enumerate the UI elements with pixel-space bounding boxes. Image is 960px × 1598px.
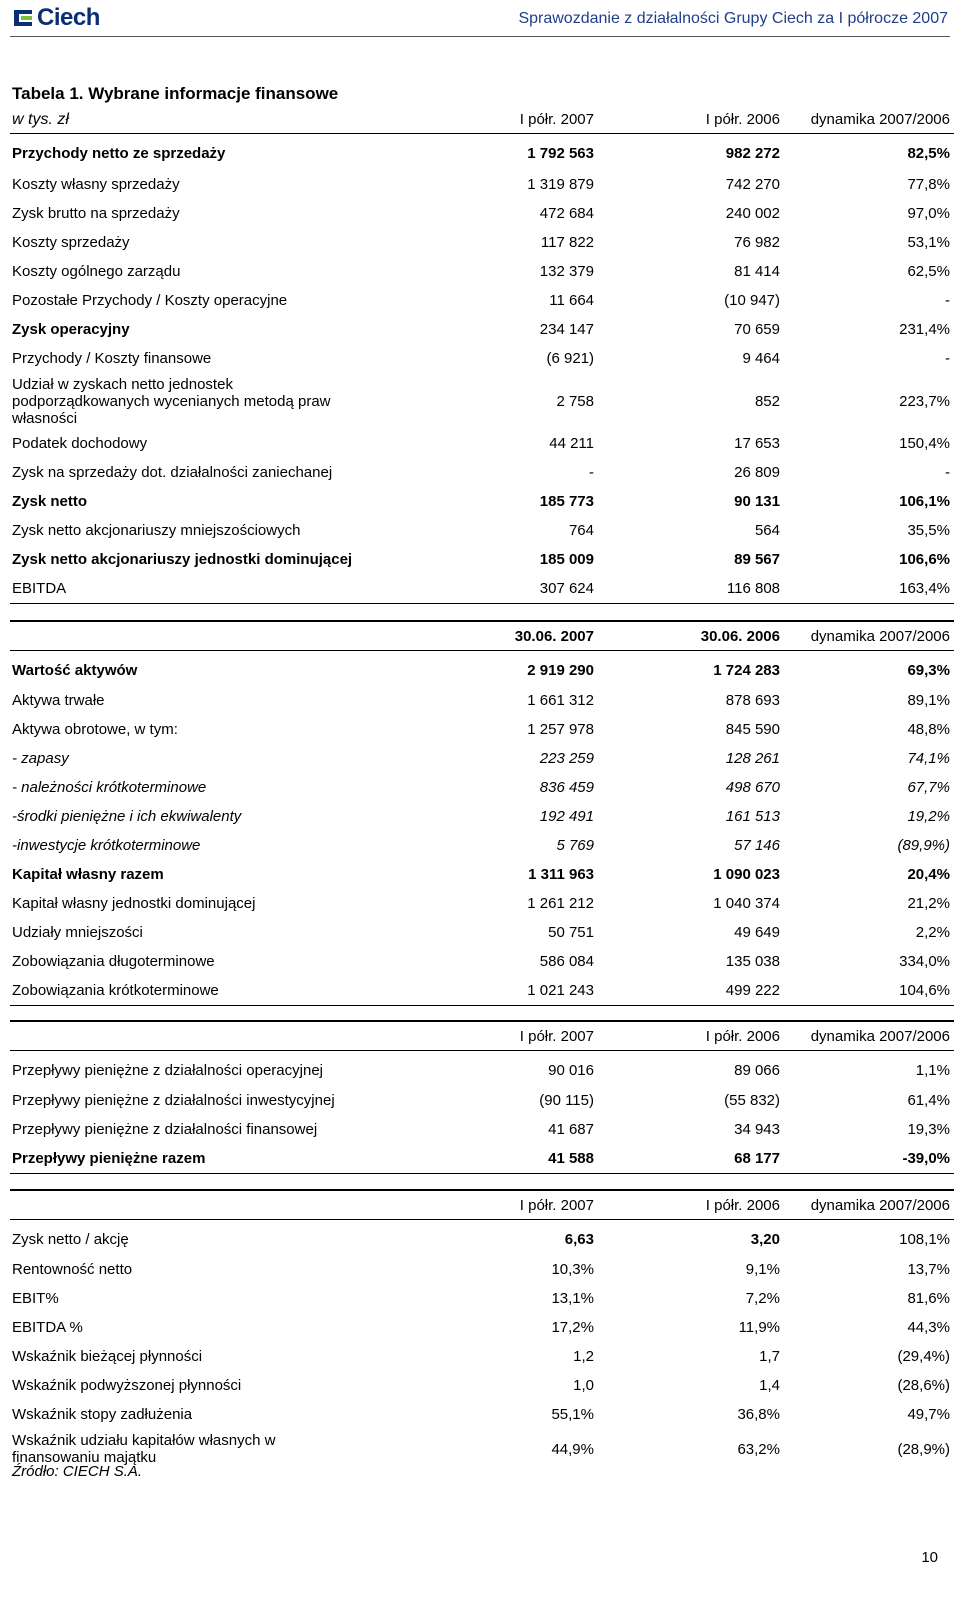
row-label: Kapitał własny jednostki dominującej (12, 895, 256, 912)
cell-value: 234 147 (539, 321, 594, 338)
column-header: dynamika 2007/2006 (784, 1191, 954, 1220)
row-label: Zobowiązania długoterminowe (12, 953, 215, 970)
cell-value: 1 319 879 (527, 176, 594, 193)
table-row (10, 286, 954, 315)
column-header: dynamika 2007/2006 (784, 1022, 954, 1051)
cell-value: 17,2% (551, 1319, 594, 1336)
cell-value: 81,6% (907, 1290, 950, 1307)
row-label: Przychody netto ze sprzedaży (12, 145, 226, 162)
row-label: Koszty własny sprzedaży (12, 176, 180, 193)
row-label: -środki pieniężne i ich ekwiwalenty (12, 808, 242, 825)
row-label: Koszty sprzedaży (12, 234, 130, 251)
cell-value: 185 009 (539, 551, 594, 568)
cell-value: 878 693 (725, 692, 780, 709)
table-row (10, 860, 954, 889)
cell-value: 11,9% (738, 1319, 780, 1336)
cell-value: 1 261 212 (527, 895, 594, 912)
row-label: Zysk brutto na sprzedaży (12, 205, 180, 222)
row-label: Zobowiązania krótkoterminowe (10, 976, 450, 1006)
table-row (10, 1115, 954, 1144)
table-row (10, 918, 954, 947)
table-row (10, 429, 954, 458)
cell-value: 13,1% (551, 1290, 594, 1307)
cell-value: 11 664 (549, 292, 594, 309)
cell-value: (55 832) (724, 1092, 780, 1109)
cell-value: 1 040 374 (713, 895, 780, 912)
header-divider (10, 36, 950, 37)
cell-value: 240 002 (725, 205, 780, 222)
cell-value: 1 724 283 (713, 661, 780, 679)
table-header-row (10, 1191, 954, 1220)
table-row (10, 1220, 954, 1256)
row-label: Wskaźnik podwyższonej płynności (12, 1377, 242, 1394)
row-label: Przepływy pieniężne razem (10, 1144, 450, 1174)
cell-value: 89,1% (907, 692, 950, 709)
cell-value: 150,4% (899, 435, 950, 452)
cell-value: (10 947) (724, 292, 780, 309)
cell-value: 44,3% (907, 1319, 950, 1336)
cell-value: 163,4% (784, 574, 954, 604)
cell-value: 48,8% (907, 721, 950, 738)
cell-value: 63,2% (737, 1440, 780, 1458)
table-caption: Tabela 1. Wybrane informacje finansowe (12, 84, 339, 103)
cell-value: 334,0% (899, 953, 950, 970)
cell-value: 13,7% (907, 1261, 950, 1278)
row-label: Podatek dochodowy (12, 435, 148, 452)
row-label: Aktywa trwałe (12, 692, 105, 709)
row-label: EBIT% (12, 1290, 59, 1307)
logo (12, 6, 100, 30)
cell-value: 1 792 563 (527, 145, 594, 162)
cell-value: 982 272 (725, 145, 780, 162)
table-row (10, 1255, 954, 1284)
column-header: I półr. 2007 (450, 1022, 598, 1051)
table-row (10, 889, 954, 918)
cell-value: 49 649 (734, 924, 780, 941)
cell-value: (28,6%) (897, 1377, 950, 1394)
column-header: 30.06. 2007 (450, 622, 598, 651)
table-row (10, 1144, 954, 1174)
cell-value: 106,1% (899, 493, 950, 510)
row-label: Udziały mniejszości (12, 924, 143, 941)
cell-value: 135 038 (725, 953, 780, 970)
cell-value: 67,7% (907, 779, 950, 796)
cell-value: 117 822 (540, 234, 594, 251)
cell-value: 108,1% (899, 1230, 950, 1248)
cell-value: 20,4% (907, 866, 950, 883)
row-label: EBITDA (10, 574, 450, 604)
cell-value: 161 513 (725, 808, 780, 825)
column-header: dynamika 2007/2006 (784, 105, 954, 134)
cell-value: 77,8% (907, 176, 950, 193)
table-row (10, 373, 954, 429)
table-income-statement (10, 105, 954, 604)
page-header (0, 0, 960, 40)
cell-value: 1 661 312 (527, 692, 594, 709)
cell-value: 132 379 (539, 263, 594, 280)
table-row (10, 947, 954, 976)
row-label: -inwestycje krótkoterminowe (12, 837, 201, 854)
cell-value: 564 (754, 522, 780, 539)
cell-value: 472 684 (539, 205, 594, 222)
cell-value: 1,0 (573, 1377, 594, 1394)
cell-value: 89 066 (734, 1061, 780, 1079)
cell-value: - (589, 464, 594, 481)
table-row (10, 257, 954, 286)
cell-value: 9,1% (745, 1261, 780, 1278)
cell-value: 69,3% (907, 661, 950, 679)
table-row (10, 1284, 954, 1313)
cell-value: 82,5% (907, 145, 950, 162)
cell-value: 764 (568, 522, 594, 539)
cell-value: (28,9%) (897, 1440, 950, 1458)
table-balance-sheet (10, 620, 954, 1006)
cell-value: 307 624 (450, 574, 598, 604)
row-label: Przepływy pieniężne z działalności finansowej (12, 1121, 318, 1138)
cell-value: 2,2% (915, 924, 950, 941)
cell-value: 1 090 023 (713, 866, 780, 883)
cell-value: - (945, 350, 950, 367)
cell-value: 223 259 (539, 750, 594, 767)
table-row (10, 516, 954, 545)
cell-value: 41 687 (548, 1121, 594, 1138)
table-row (10, 344, 954, 373)
table-row (10, 1051, 954, 1087)
cell-value: 55,1% (551, 1406, 594, 1423)
table-row (10, 487, 954, 516)
column-header: 30.06. 2006 (598, 622, 784, 651)
row-label: Rentowność netto (12, 1261, 133, 1278)
cell-value: 19,2% (907, 808, 950, 825)
source-note: Źródło: CIECH S.A. (12, 1463, 143, 1480)
row-label: Zysk netto akcjonariuszy mniejszościowych (12, 522, 301, 539)
document-title: Sprawozdanie z działalności Grupy Ciech za I półrocze 2007 (518, 10, 948, 27)
table-row (10, 686, 954, 715)
cell-value: 53,1% (907, 234, 950, 251)
cell-value: 50 751 (548, 924, 594, 941)
cell-value: 81 414 (734, 263, 780, 280)
row-label: Wskaźnik udziału kapitałów własnych w finansowaniu majątku (12, 1432, 276, 1466)
cell-value: - (945, 292, 950, 309)
table-row (10, 170, 954, 199)
row-label: Pozostałe Przychody / Koszty operacyjne (12, 292, 288, 309)
cell-value: 41 588 (450, 1144, 598, 1174)
column-header: I półr. 2007 (450, 1191, 598, 1220)
cell-value: 36,8% (737, 1406, 780, 1423)
cell-value: 61,4% (907, 1092, 950, 1109)
cell-value: 44 211 (549, 435, 594, 452)
cell-value: 499 222 (598, 976, 784, 1006)
cell-value: 90 131 (734, 493, 780, 510)
cell-value: 852 (754, 392, 780, 410)
table-row (10, 1313, 954, 1342)
cell-value: 1 021 243 (450, 976, 598, 1006)
row-label: Zysk na sprzedaży dot. działalności zaniechanej (12, 464, 333, 481)
logo-text: Ciech (37, 4, 100, 31)
row-label: Przepływy pieniężne z działalności inwestycyjnej (12, 1092, 335, 1109)
cell-value: 192 491 (539, 808, 594, 825)
cell-value: 1 311 963 (528, 866, 594, 883)
cell-value: 586 084 (539, 953, 594, 970)
table-row (10, 976, 954, 1006)
table-row (10, 831, 954, 860)
column-header: I półr. 2006 (598, 105, 784, 134)
cell-value: 1,7 (759, 1348, 780, 1365)
cell-value: 57 146 (734, 837, 780, 854)
row-label: Zysk operacyjny (12, 321, 130, 338)
cell-value: (89,9%) (897, 837, 950, 854)
page-number: 10 (921, 1549, 938, 1566)
table-header-row (10, 105, 954, 134)
cell-value: 231,4% (899, 321, 950, 338)
cell-value: 1,2 (573, 1348, 594, 1365)
row-label: EBITDA % (12, 1319, 83, 1336)
cell-value: 2 758 (556, 392, 594, 410)
table-row (10, 199, 954, 228)
cell-value: 49,7% (907, 1406, 950, 1423)
cell-value: 5 769 (556, 837, 594, 854)
cell-value: -39,0% (784, 1144, 954, 1174)
table-row (10, 1371, 954, 1400)
cell-value: 76 982 (734, 234, 780, 251)
table-row (10, 773, 954, 802)
row-label: - należności krótkoterminowe (12, 779, 207, 796)
table-row (10, 228, 954, 257)
cell-value: 7,2% (745, 1290, 780, 1307)
table-ratios (10, 1189, 954, 1469)
cell-value: 21,2% (907, 895, 950, 912)
cell-value: 3,20 (750, 1230, 780, 1248)
cell-value: 6,63 (564, 1230, 594, 1248)
cell-value: 1 257 978 (527, 721, 594, 738)
table-row (10, 1400, 954, 1429)
row-label: Wartość aktywów (12, 661, 138, 679)
table-row (10, 134, 954, 171)
table-row (10, 1086, 954, 1115)
table-row (10, 802, 954, 831)
cell-value: - (945, 464, 950, 481)
table-cash-flows (10, 1020, 954, 1174)
row-label: Przychody / Koszty finansowe (12, 350, 212, 367)
cell-value: 74,1% (907, 750, 950, 767)
cell-value: 26 809 (734, 464, 780, 481)
table-row (10, 744, 954, 773)
table-row (10, 458, 954, 487)
cell-value: 62,5% (907, 263, 950, 280)
cell-value: 1,4 (759, 1377, 780, 1394)
row-label: Kapitał własny razem (12, 866, 164, 883)
cell-value: 185 773 (539, 493, 594, 510)
row-label: Koszty ogólnego zarządu (12, 263, 181, 280)
ciech-logo-icon (12, 8, 34, 28)
cell-value: 10,3% (551, 1261, 594, 1278)
cell-value: 106,6% (899, 551, 950, 568)
cell-value: (29,4%) (897, 1348, 950, 1365)
table-header-row (10, 622, 954, 651)
cell-value: 104,6% (784, 976, 954, 1006)
cell-value: 70 659 (734, 321, 780, 338)
row-label: Wskaźnik bieżącej płynności (12, 1348, 203, 1365)
row-label: Zysk netto / akcję (12, 1230, 129, 1248)
row-label: Udział w zyskach netto jednostek podporządkowanych wycenianych metodą praw własności (12, 375, 331, 427)
cell-value: 742 270 (725, 176, 780, 193)
cell-value: 845 590 (725, 721, 780, 738)
cell-value: 68 177 (598, 1144, 784, 1174)
cell-value: 9 464 (742, 350, 780, 367)
unit-label: w tys. zł (10, 105, 450, 134)
cell-value: 44,9% (551, 1440, 594, 1458)
cell-value: 223,7% (899, 392, 950, 410)
cell-value: 19,3% (907, 1121, 950, 1138)
cell-value: 498 670 (725, 779, 780, 796)
column-header: I półr. 2006 (598, 1191, 784, 1220)
table-row (10, 651, 954, 687)
table-row (10, 315, 954, 344)
table-row (10, 574, 954, 604)
cell-value: 128 261 (725, 750, 780, 767)
column-header: I półr. 2007 (450, 105, 598, 134)
cell-value: 116 808 (598, 574, 784, 604)
table-row (10, 1429, 954, 1469)
table-row (10, 545, 954, 574)
cell-value: 97,0% (907, 205, 950, 222)
cell-value: 2 919 290 (527, 661, 594, 679)
table-header-row (10, 1022, 954, 1051)
table-row (10, 715, 954, 744)
cell-value: 90 016 (548, 1061, 594, 1079)
table-row (10, 1342, 954, 1371)
cell-value: 35,5% (907, 522, 950, 539)
row-label: Przepływy pieniężne z działalności operacyjnej (12, 1061, 323, 1079)
row-label: - zapasy (12, 750, 69, 767)
cell-value: (6 921) (546, 350, 594, 367)
cell-value: 1,1% (915, 1061, 950, 1079)
column-header: I półr. 2006 (598, 1022, 784, 1051)
cell-value: 89 567 (734, 551, 780, 568)
row-label: Wskaźnik stopy zadłużenia (12, 1406, 193, 1423)
row-label: Zysk netto (12, 493, 88, 510)
cell-value: 34 943 (734, 1121, 780, 1138)
row-label: Zysk netto akcjonariuszy jednostki dominującej (12, 551, 353, 568)
column-header: dynamika 2007/2006 (784, 622, 954, 651)
cell-value: 17 653 (734, 435, 780, 452)
cell-value: 836 459 (539, 779, 594, 796)
row-label: Aktywa obrotowe, w tym: (12, 721, 178, 738)
cell-value: (90 115) (539, 1092, 594, 1109)
